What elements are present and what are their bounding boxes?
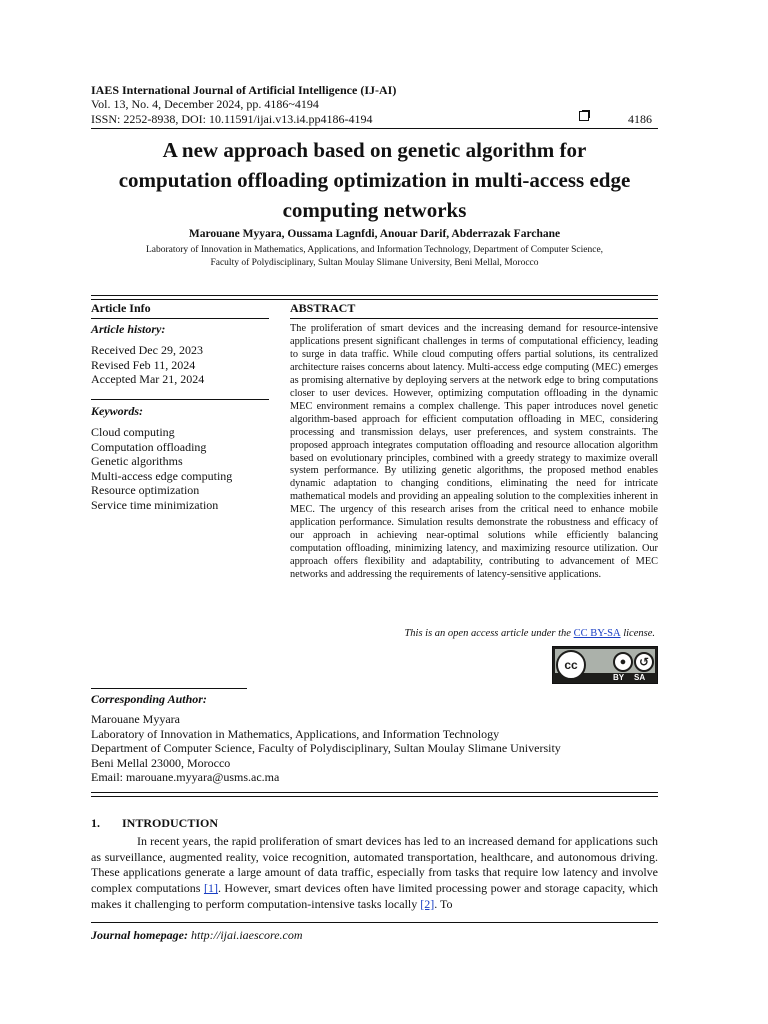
- journal-homepage: [91, 928, 303, 943]
- corresponding-line: Marouane Myyara: [91, 712, 180, 726]
- cc-logo-icon: cc: [556, 650, 586, 680]
- section-double-rule: [91, 792, 658, 797]
- keyword: Genetic algorithms: [91, 454, 183, 468]
- corresponding-line: Laboratory of Innovation in Mathematics, Applications, and Information Technology: [91, 726, 500, 741]
- history-item: Revised Feb 11, 2024: [91, 357, 196, 372]
- affiliation: [91, 244, 658, 270]
- corresponding-line: Department of Computer Science, Faculty of Polydisciplinary, Sultan Moulay Slimane University: [91, 741, 561, 755]
- intro-text: . To: [434, 896, 453, 911]
- badge-sa-label: SA: [634, 673, 646, 682]
- issn-doi: ISSN: 2252-8938, DOI: 10.11591/ijai.v13.i4.pp4186-4194: [91, 112, 373, 126]
- intro-text: . However, smart devices often have limited processing power and storage capacity, which makes it challenging to perform computation-intensive tasks locally: [91, 881, 658, 911]
- authors: Marouane Myyara, Oussama Lagnfdi, Anouar Darif, Abderrazak Farchane: [188, 228, 561, 240]
- keyword: Computation offloading: [91, 439, 207, 454]
- journal-name: IAES International Journal of Artificial Intelligence (IJ-AI): [91, 83, 397, 97]
- divider: [91, 399, 269, 400]
- citation-link[interactable]: [1]: [203, 881, 218, 896]
- share-alike-icon: ↺: [634, 652, 654, 672]
- header-rule: [91, 128, 658, 129]
- footer-rule: [91, 922, 658, 923]
- license-link[interactable]: CC BY-SA: [573, 628, 621, 639]
- abstract-heading: ABSTRACT: [290, 301, 356, 315]
- keywords-list: [91, 425, 232, 512]
- keyword: Service time minimization: [91, 497, 219, 512]
- divider: [91, 688, 247, 689]
- intro-heading: INTRODUCTION: [122, 816, 219, 830]
- keyword: Resource optimization: [91, 483, 200, 497]
- homepage-label: Journal homepage:: [91, 928, 189, 942]
- intro-number: 1.: [91, 816, 100, 830]
- volume-info: Vol. 13, No. 4, December 2024, pp. 4186~4194: [91, 97, 319, 111]
- keyword: Multi-access edge computing: [91, 468, 233, 483]
- corresponding-details: [91, 712, 561, 785]
- history-item: Received Dec 29, 2023: [91, 343, 203, 357]
- intro-paragraph: [91, 834, 658, 913]
- corresponding-line: Beni Mellal 23000, Morocco: [91, 755, 231, 770]
- article-info-heading: Article Info: [91, 301, 151, 315]
- page-number: 4186: [628, 112, 652, 126]
- divider: [91, 318, 269, 319]
- badge-by-label: BY: [613, 673, 625, 682]
- title-line: A new approach based on genetic algorithm for: [162, 138, 587, 162]
- intro-text: In recent years, the rapid proliferation of smart devices has led to an increased demand for applications such as surveillance, augmented reality, voice recognition, automated transportation, healthcare, and autonomous driving. These applications generate a large amount of data traffic, especially from tasks that require low latency and involve complex computations: [91, 834, 658, 896]
- citation-link[interactable]: [2]: [420, 896, 435, 911]
- affiliation-line: Laboratory of Innovation in Mathematics, Applications, and Information Technology, Department of Computer Science,: [145, 245, 604, 255]
- corresponding-heading: Corresponding Author:: [91, 692, 207, 706]
- cc-by-sa-badge[interactable]: [552, 646, 658, 684]
- keyword: Cloud computing: [91, 425, 175, 439]
- title-line: computation offloading optimization in multi-access edge: [118, 168, 631, 192]
- homepage-url[interactable]: http://ijai.iaescore.com: [191, 928, 303, 942]
- section-double-rule: [91, 295, 658, 300]
- history-list: [91, 343, 204, 387]
- title-line: computing networks: [282, 198, 467, 222]
- divider: [290, 318, 658, 319]
- paper-title: [91, 135, 658, 225]
- affiliation-line: Faculty of Polydisciplinary, Sultan Moulay Slimane University, Beni Mellal, Morocco: [210, 258, 539, 268]
- license-prefix: This is an open access article under the: [404, 628, 571, 639]
- keywords-heading: Keywords:: [91, 404, 143, 418]
- history-heading: Article history:: [91, 322, 166, 336]
- history-item: Accepted Mar 21, 2024: [91, 372, 205, 386]
- license-note: [290, 628, 655, 639]
- abstract-text: The proliferation of smart devices and the increasing demand for resource-intensive applications present significant challenges in terms of computational efficiency, leading to surge in data traffic. While cloud computing offers partial solutions, its centralized architecture raises concerns about latency. Multi-access edge computing (MEC) emerges as promising alternative by deploying servers at the network edge to bring computations closer to user devices. However, optimizing computation offloading in the dynamic MEC environment remains a complex challenge. This paper introduces novel genetic algorithm-based approach for efficient computation offloading in MEC, considering processing and transmission delays, user preferences, and system constraints. The proposed approach integrates computation offloading and resource allocation algorithm based on evolutionary principles, combined with a greedy strategy to maximize overall system performance. By utilizing genetic algorithms, the proposed method enables dynamic adaptation to changing conditions, eliminating the need for intricate mathematical models and providing an appealing solution to the complexities inherent in MEC. The urgency of this research arises from the critical need to enhance mobile application performance. Simulation results demonstrate the robustness and efficacy of our approach in achieving near-optimal solutions while efficiently balancing computation offloading, minimizing latency, and maximizing resource utilization. Our approach offers flexibility and adaptability, contributing to advancement of MEC networks and addressing the requirements of latency-sensitive applications.: [290, 323, 658, 581]
- corresponding-line: Email: marouane.myyara@usms.ac.ma: [91, 770, 280, 784]
- square-icon: [579, 111, 589, 121]
- license-suffix: license.: [623, 628, 655, 639]
- person-icon: ●: [613, 652, 633, 672]
